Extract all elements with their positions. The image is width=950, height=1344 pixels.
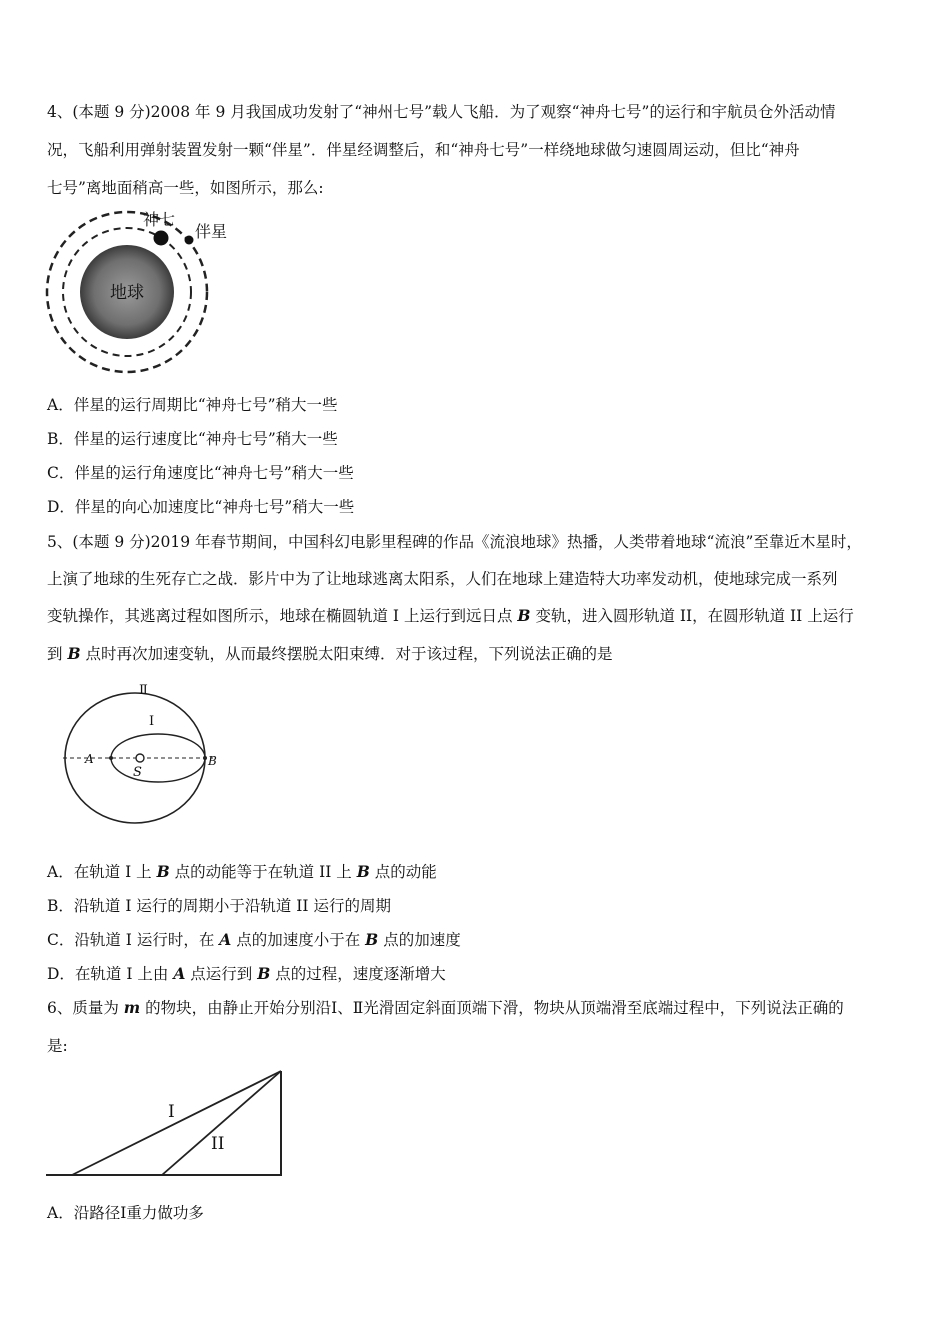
incline-path-1 <box>72 1071 281 1175</box>
companion-dot <box>185 236 194 245</box>
q5-option-d: D．在轨道 I 上由 A 点运行到 B 点的过程，速度逐渐增大 <box>47 964 446 983</box>
q6-line-2: 是: <box>47 1037 68 1055</box>
ship-dot <box>154 231 169 246</box>
sun-label: S <box>133 765 142 780</box>
path-2-label: II <box>211 1134 225 1154</box>
q5-line-4: 到 B 点时再次加速变轨，从而最终摆脱太阳束缚．对于该过程，下列说法正确的是 <box>47 644 613 663</box>
point-a-dot <box>109 756 113 760</box>
point-b-dot <box>203 756 207 760</box>
q4-option-c: C．伴星的运行角速度比“神舟七号”稍大一些 <box>47 464 354 482</box>
orbit-ii-label: Ⅱ <box>139 683 148 698</box>
q5-line-2: 上演了地球的生死存亡之战．影片中为了让地球逃离太阳系，人们在地球上建造特大功率发动机，使地球完成一系列 <box>47 570 838 588</box>
q4-orbit-figure <box>40 205 240 379</box>
q5-line-3: 变轨操作，其逃离过程如图所示，地球在椭圆轨道 I 上运行到远日点 B 变轨，进入圆形轨道 II，在圆形轨道 II 上运行 <box>47 606 854 625</box>
q4-line-1: 4、(本题 9 分)2008 年 9 月我国成功发射了“神州七号”载人飞船．为了观察“神舟七号”的运行和宇航员仓外活动情 <box>47 103 836 121</box>
path-1-label: I <box>168 1102 175 1122</box>
point-a-label: A <box>85 752 94 766</box>
q4-option-d: D．伴星的向心加速度比“神舟七号”稍大一些 <box>47 498 355 516</box>
q5-option-a: A．在轨道 I 上 B 点的动能等于在轨道 II 上 B 点的动能 <box>47 862 437 881</box>
q6-option-a: A．沿路径Ⅰ重力做功多 <box>47 1204 204 1222</box>
orbit-i-label: Ⅰ <box>149 714 155 729</box>
q6-incline-figure <box>44 1065 294 1189</box>
q4-line-2: 况，飞船利用弹射装置发射一颗“伴星”．伴星经调整后，和“神舟七号”一样绕地球做匀速圆周运动，但比“神舟 <box>47 141 800 159</box>
q4-line-3: 七号”离地面稍高一些，如图所示，那么: <box>47 179 324 197</box>
q5-option-b: B．沿轨道 I 运行的周期小于沿轨道 II 运行的周期 <box>47 897 391 915</box>
earth-label: 地球 <box>110 283 144 303</box>
q6-line-1: 6、质量为 m 的物块，由静止开始分别沿Ⅰ、Ⅱ光滑固定斜面顶端下滑，物块从顶端滑至底端过程中，下列说法正确的 <box>47 998 844 1017</box>
ship-label: 神七 <box>143 210 176 229</box>
point-b-label: B <box>208 754 217 768</box>
q4-option-b: B．伴星的运行速度比“神舟七号”稍大一些 <box>47 430 338 448</box>
q5-option-c: C．沿轨道 I 运行时，在 A 点的加速度小于在 B 点的加速度 <box>47 930 461 949</box>
q5-line-1: 5、(本题 9 分)2019 年春节期间，中国科幻电影里程碑的作品《流浪地球》热播，人类带着地球“流浪”至靠近木星时， <box>47 533 862 551</box>
companion-label: 伴星 <box>195 222 228 241</box>
q4-option-a: A．伴星的运行周期比“神舟七号”稍大一些 <box>47 396 338 414</box>
incline-path-2 <box>162 1071 281 1175</box>
q5-orbit-figure <box>55 678 235 842</box>
sun-dot <box>136 754 144 762</box>
